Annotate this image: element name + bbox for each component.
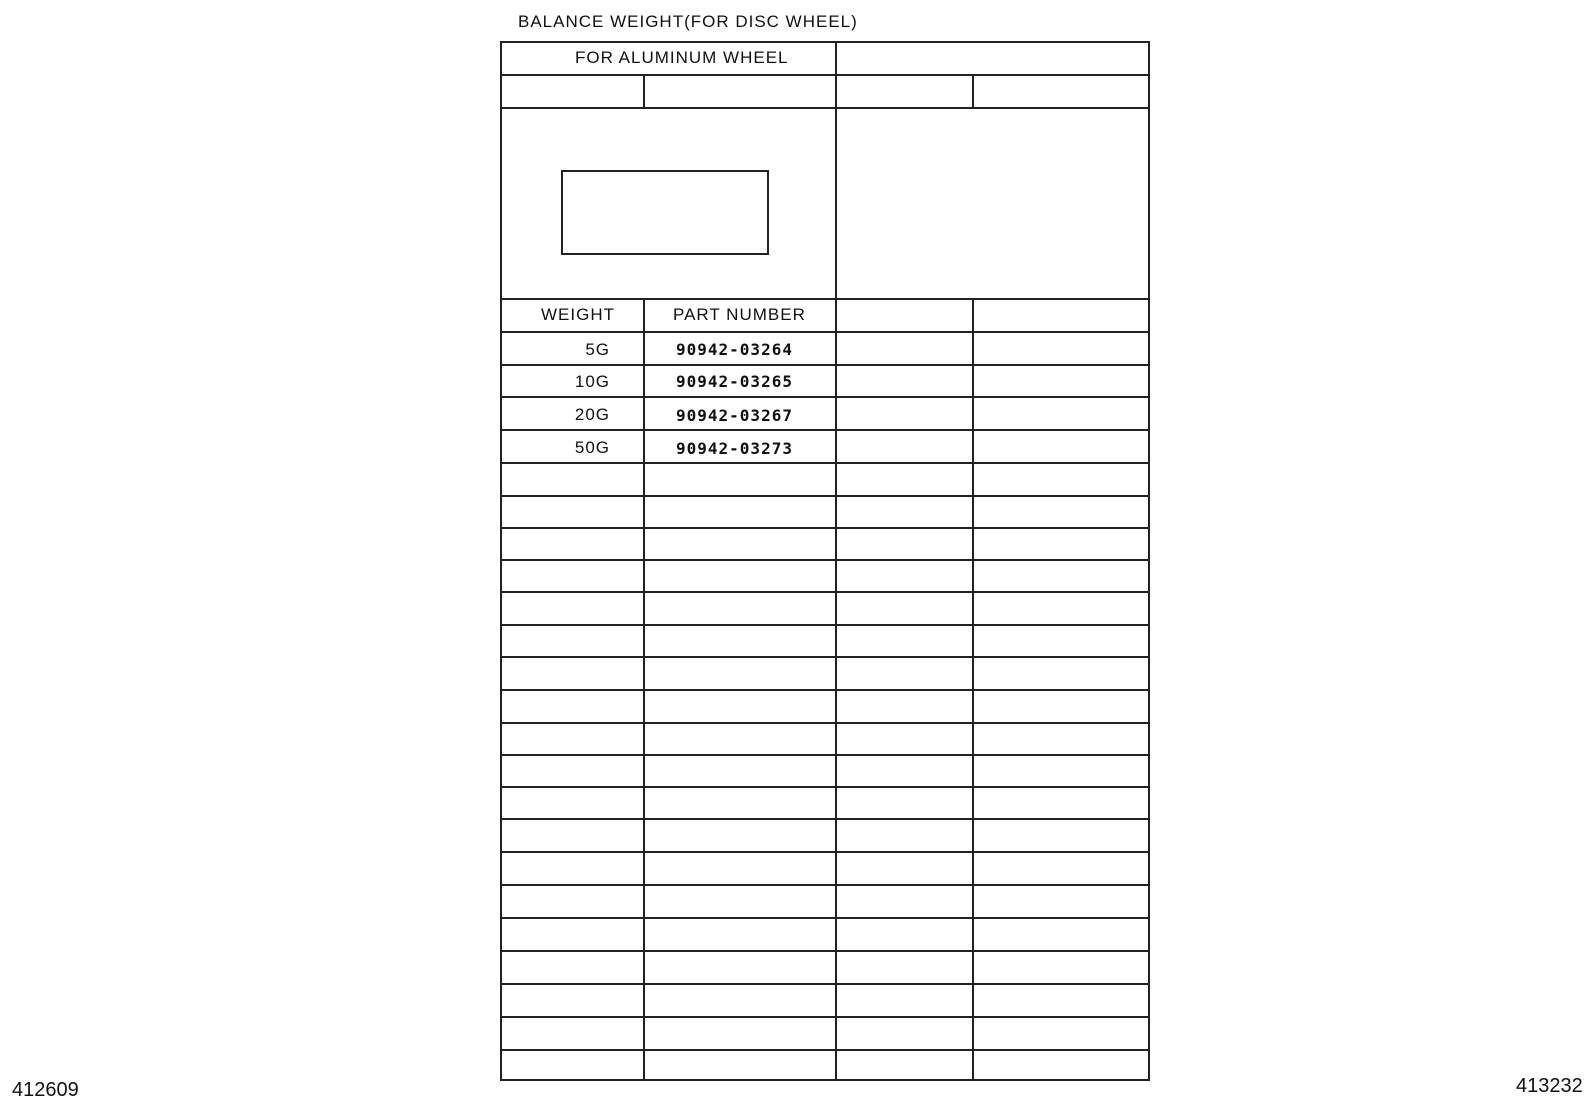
row-weight: 50G: [574, 438, 610, 457]
grid-line-horizontal: [500, 527, 1150, 529]
grid-line-horizontal: [500, 624, 1150, 626]
illustration-code-left: 412609: [12, 1079, 79, 1101]
grid-line-horizontal: [500, 722, 1150, 724]
grid-line-horizontal: [500, 495, 1150, 497]
row-weight: 5G: [585, 340, 610, 359]
grid-line-vertical: [643, 74, 645, 107]
column-header-part-number: PART NUMBER: [673, 305, 806, 324]
row-weight: 20G: [574, 405, 610, 424]
grid-line-horizontal: [500, 462, 1150, 464]
grid-line-horizontal: [500, 917, 1150, 919]
grid-line-horizontal: [500, 818, 1150, 820]
section-header: FOR ALUMINUM WHEEL: [575, 48, 789, 67]
grid-line-horizontal: [500, 950, 1150, 952]
illustration-code-right: 413232: [1516, 1075, 1583, 1097]
grid-line-horizontal: [500, 298, 1150, 300]
wheel-weight-illustration: [561, 170, 769, 255]
grid-line-horizontal: [500, 851, 1150, 853]
grid-line-horizontal: [500, 983, 1150, 985]
grid-line-horizontal: [500, 689, 1150, 691]
row-part-number: 90942-03265: [676, 372, 793, 391]
row-part-number: 90942-03273: [676, 439, 793, 458]
grid-line-horizontal: [500, 656, 1150, 658]
grid-line-horizontal: [500, 591, 1150, 593]
grid-line-horizontal: [500, 1049, 1150, 1051]
grid-line-horizontal: [500, 786, 1150, 788]
grid-line-vertical: [835, 41, 837, 1081]
page-title: BALANCE WEIGHT(FOR DISC WHEEL): [518, 12, 858, 31]
row-part-number: 90942-03267: [676, 406, 793, 425]
grid-line-horizontal: [500, 559, 1150, 561]
grid-line-horizontal: [500, 754, 1150, 756]
grid-line-horizontal: [500, 1016, 1150, 1018]
grid-line-horizontal: [500, 331, 1150, 333]
row-part-number: 90942-03264: [676, 340, 793, 359]
grid-line-vertical: [972, 74, 974, 107]
grid-line-horizontal: [500, 364, 1150, 366]
grid-line-vertical: [643, 298, 645, 1081]
grid-line-horizontal: [500, 884, 1150, 886]
grid-line-horizontal: [500, 107, 1150, 109]
grid-line-horizontal: [500, 74, 1150, 76]
row-weight: 10G: [574, 372, 610, 391]
grid-line-vertical: [972, 298, 974, 1081]
grid-line-horizontal: [500, 429, 1150, 431]
grid-line-horizontal: [500, 396, 1150, 398]
column-header-weight: WEIGHT: [541, 305, 615, 324]
